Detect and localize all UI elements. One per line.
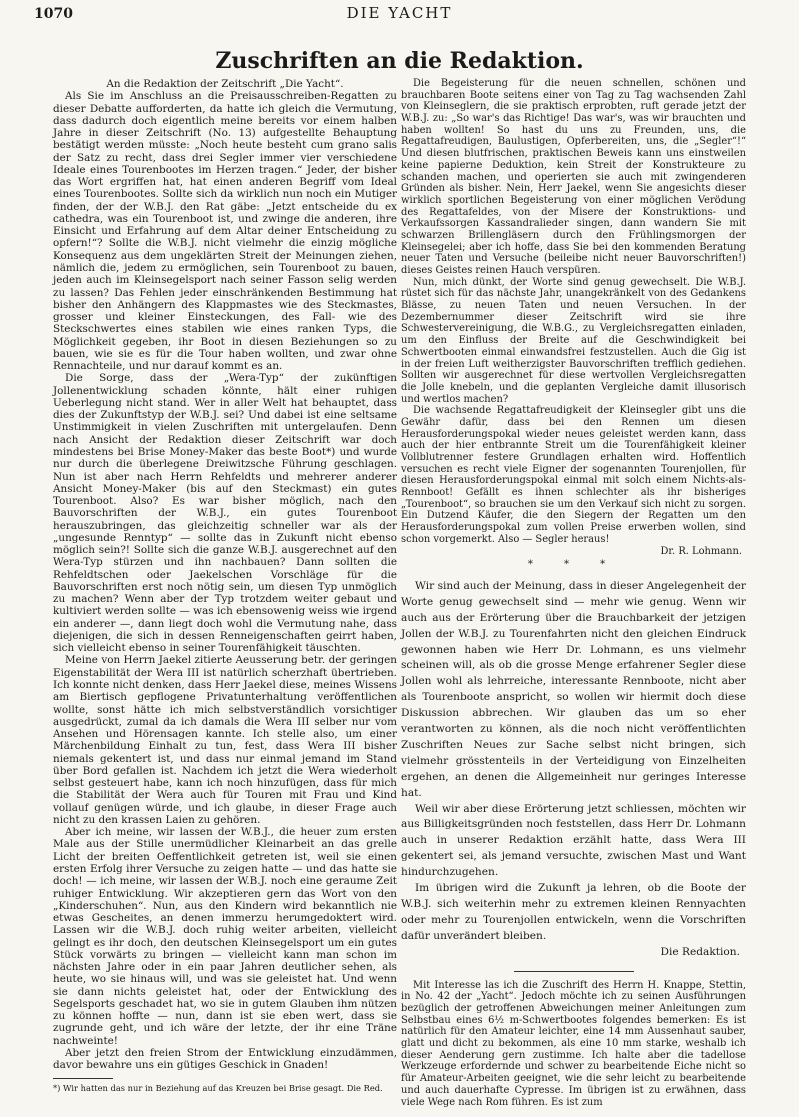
paragraph: Als Sie im Anschluss an die Preisausschreiben-Regatten zu dieser Debatte aufforderten, da hatte ich gleich die Vermutung, dass dadurch doch eigentlich meine bereits vor einem halben Jahre in dieser Zeitschrift (No. 13) aufgestellte Behauptung bestätigt werden müsste: „Noch heute besteht cum grano salis der Satz zu recht, dass drei Segler immer vier verschiedene Ideale eines Tourenbootes im Herzen tragen.“ Jeder, der bisher das Wort ergriffen hat, hat einen anderen Begriff vom Ideal eines Tourenbootes. Sollte sich da wirklich nun noch ein Mutiger finden, der der W.B.J. den Rat gäbe: „Jetzt entscheide du ex cathedra, was ein Tourenboot ist, und zwinge die anderen, ihre Einsicht und Erfahrung auf dem Altar deiner Entscheidung zu opfern!“? Sollte die W.B.J. nicht vielmehr die einzig mögliche Konsequenz aus dem ungeklärten Streit der Meinungen ziehen, nämlich die, jedem zu ermöglichen, sein Tourenboot zu bauen, jeden auch im Kleinsegelsport nach seiner Fasson selig werden zu lassen? Das Fehlen jeder einschränkenden Bestimmung hat bisher den Anhängern des Klappmastes wie des Steckmastes, grosser und kleiner Einsteckungen, des Fall- wie des Steckschwertes eines stabilen wie eines ranken Typs, die Möglichkeit gegeben, ihr Boot in diesen Beziehungen so zu bauen, wie sie es für die Tour haben wollten, und zwar ohne Rennachteile, und nur darauf kommt es an.: [53, 90, 397, 373]
paragraph: Mit Interesse las ich die Zuschrift des Herrn H. Knappe, Stettin, in No. 42 der „Yacht“. Jedoch möchte ich zu seinen Ausführungen bezüglich der getroffenen Abweichungen meiner Anleitungen zum Selbstbau eines 6½ m-Schwertbootes folgendes bemerken: Es ist natürlich für den Amateur leichter, eine 14 mm Aussenhaut sauber, glatt und dicht zu bekommen, als eine 10 mm starke, weshalb ich dieser Aenderung gern zustimme. Ich halte aber die tadellose Werkzeuge erfordernde und schwer zu bearbeitende Eiche nicht so für Amateur-Arbeiten geeignet, wie die sehr leicht zu bearbeitende und auch dauerhafte Cypresse. Im übrigen ist zu erwähnen, dass viele Wege nach Rom führen. Es ist zum: [401, 979, 746, 1108]
paragraph: Aber jetzt den freien Strom der Entwicklung einzudämmen, davor bewahre uns ein gütiges Geschick in Gnaden!: [53, 1046, 397, 1072]
journal-title: DIE YACHT: [346, 4, 453, 22]
article-title: Zuschriften an die Redaktion.: [215, 48, 584, 74]
salutation: An die Redaktion der Zeitschrift „Die Yacht“.: [106, 78, 344, 90]
reply-signature: Die Redaktion.: [660, 945, 740, 958]
footnote: *) Wir hatten das nur in Beziehung auf das Kreuzen bei Brise gesagt. Die Red.: [53, 1082, 383, 1093]
footnote-divider: [53, 1078, 113, 1079]
section-divider: [514, 971, 634, 972]
paragraph: Die wachsende Regattafreudigkeit der Kleinsegler gibt uns die Gewähr dafür, dass bei den Rennen um diesen Herausforderungspokal wieder neues geleistet werden kann, dass auch der hier entbrannte Streit um die Tourenfähigkeit kleiner Vollblutrenner festere Grundlagen erhalten wird. Hoffentlich versuchen es recht viele Eigner der sogenannten Tourenjollen, für diesen Herausforderungspokal einmal mit solch einem Nichts-als-Rennboot! Gefällt es ihnen schlechter als ihr bisheriges „Tourenboot“, so brauchen sie um den Verkauf sich nicht zu sorgen. Ein Dutzend Käufer, die den Siegern der Regatten um den Herausforderungspokal zum vollen Preise erwerben wollen, sind schon vorgemerkt. Also — Segler heraus!: [401, 405, 746, 545]
paragraph: Im übrigen wird die Zukunft ja lehren, ob die Boote der W.B.J. sich weiterhin mehr zu extremen kleinen Rennyachten oder mehr zu Tourenjollen entwickeln, wenn die Vorschriften dafür unverändert bleiben.: [401, 882, 746, 942]
paragraph: Nun, mich dünkt, der Worte sind genug gewechselt. Die W.B.J. rüstet sich für das nächste Jahr, unangekränkelt von des Gedankens Blässe, zu neuen Taten und neuen Versuchen. In der Dezembernummer dieser Zeitschrift wird sie ihre Schwestervereinigung, die W.B.G., zu Vergleichsregatten einladen, um den Einfluss der Breite auf die Geschwindigkeit bei Schwertbooten einmal einwandsfrei festzustellen. Auch die Gig ist in der freien Luft weitherzigster Bauvorschriften trefflich gediehen. Sollten wir ausgerechnet für diese wertvollen Vergleichsregatten die Jolle knebeln, und die geplanten Vergleiche damit illusorisch und wertlos machen?: [401, 276, 746, 405]
page-number: 1070: [34, 6, 73, 22]
paragraph: Die Sorge, dass der „Wera-Typ“ der zukünftigen Jollenentwicklung schaden könnte, hält einer ruhigen Ueberlegung nicht stand. Wer in aller Welt hat behauptet, dass dies der Zukunftstyp der W.B.J. sei? Und dabei ist eine seltsame Unstimmigkeit in vielen Zuschriften mit untergelaufen. Denn nach Ansicht der Redaktion dieser Zeitschrift war doch mindestens bei Brise Money-Maker das beste Boot*) und wurde nur durch die überlegene Dreiwitzsche Führung geschlagen. Nun ist aber nach Herrn Rehfeldts und mehrerer anderer Ansicht Money-Maker (bis auf den Steckmast) ein gutes Tourenboot. Also? Es war bisher möglich, nach den Bauvorschriften der W.B.J., ein gutes Tourenboot herauszubringen, das gleichzeitig schneller war als der „ungesunde Renntyp“ — sollte das in Zukunft nicht ebenso möglich sein?! Sollte sich die ganze W.B.J. ausgerechnet auf den Wera-Typ stürzen und ihn nachbauen? Dann sollten die Rehfeldtschen oder Jaekelschen Vorschläge für die Bauvorschriften erst noch nötig sein, um diesen Typ unmöglich zu machen? Wenn aber der Typ trotzdem weiter gebaut und kultiviert werden sollte — was ich ebensowenig weiss wie irgend ein anderer —, dann liegt doch wohl die Vermutung nahe, dass diejenigen, die sich in dessen Renneigenschaften geirrt haben, sich vielleicht ebenso in seiner Tourenfähigkeit täuschten.: [53, 372, 397, 655]
paragraph: Meine von Herrn Jaekel zitierte Aeusserung betr. der geringen Eigenstabilität der Wera III ist natürlich scherzhaft übertrieben. Ich konnte nicht denken, dass Herr Jaekel diese, meines Wissens am Biertisch gepflogene Privatunterhaltung veröffentlichen wollte, sonst hätte ich mich selbstverständlich vorsichtiger ausgedrückt, zumal da ich damals die Wera III selber nur vom Ansehen und Hörensagen kannte. Ich stelle also, um einer Märchenbildung Einhalt zu tun, fest, dass Wera III bisher niemals gekentert ist, und dass nur einmal jemand im Stand über Bord gefallen ist. Nachdem ich jetzt die Wera wiederholt selbst gesteuert habe, kann ich noch hinzufügen, dass für mich die Stabilität der Wera auch für Touren mit Frau und Kind vollauf genügen würde, und ich glaube, in dieser Frage auch nicht zu den krassen Laien zu gehören.: [53, 654, 397, 826]
paragraph: Wir sind auch der Meinung, dass in dieser Angelegenheit der Worte genug gewechselt sind — mehr wie genug. Wenn wir auch aus der Erörterung über die Brauchbarkeit der jetzigen Jollen der W.B.J. zu Tourenfahrten nicht den gleichen Eindruck gewonnen haben wie Herr Dr. Lohmann, es uns vielmehr scheinen will, als ob die grosse Menge erfahrener Segler diese Jollen wohl als lehrreiche, interessante Rennboote, nicht aber als Tourenboote anspricht, so wollen wir hiermit doch diese Diskussion abbrechen. Wir glauben das um so eher verantworten zu können, als die noch nicht veröffentlichten Zuschriften Neues zur Sache selbst nicht bringen, sich vielmehr grösstenteils in der Verteidigung von Einzelheiten ergehen, an denen die Allgemeinheit nur geringes Interesse hat.: [401, 579, 746, 799]
paragraph: Die Begeisterung für die neuen schnellen, schönen und brauchbaren Boote seitens einer von Tag zu Tag wachsenden Zahl von Kleinseglern, die sie praktisch erprobten, ruft gerade jetzt der W.B.J. zu: „So war's das Richtige! Das war's, was wir brauchten und haben wollten! So hast du uns zu Freunden, uns, die Regattafreudigen, Baulustigen, Opferbereiten, uns, die „Segler“!“ Und diesen blutfrischen, praktischen Beweis kann uns einstweilen keine papierne Deduktion, kein Streit der Konstrukteure zu schanden machen, und operierten sie auch mit zwingenderen Gründen als bisher. Nein, Herr Jaekel, wenn Sie angesichts dieser wirklich sportlichen Begeisterung von einer möglichen Verödung des Regattafeldes, von der Misere der Konstruktions- und Verkaufssorgen Kassandralieder singen, dann wandern Sie mit schwarzen Brillengläsern durch den Frühlingsmorgen der Kleinsegelei; aber ich hoffe, dass Sie bei den kommenden Beratung neuer Taten und Versuche (beileibe nicht neuer Bauvorschriften!) dieses Geistes reinen Hauch verspüren.: [401, 78, 746, 276]
right-column: [401, 78, 746, 1108]
section-separator: * * *: [527, 559, 620, 571]
paragraph: Weil wir aber diese Erörterung jetzt schliessen, möchten wir aus Billigkeitsgründen noch feststellen, dass Herr Dr. Lohmann auch in unserer Redaktion erzählt hatte, dass Wera III gekentert sei, als jemand versuchte, zwischen Mast und Want hindurchzugehen.: [401, 802, 746, 879]
left-column: [53, 78, 397, 1093]
editorial-reply: [401, 579, 746, 961]
paragraph: Aber ich meine, wir lassen der W.B.J., die heuer zum ersten Male aus der Stille unermüdlicher Kleinarbeit an das grelle Licht der breiten Oeffentlichkeit getreten ist, weil sie einen ersten Erfolg ihrer Versuche zu zeigen hatte — und das hatte sie doch! — ich meine, wir lassen der W.B.J. noch eine geraume Zeit ruhiger Entwicklung. Wir akzeptieren gern das Wort von den „Kinderschuhen“. Nun, aus den Kindern wird bekanntlich nie etwas Gescheites, an denen immerzu herumgedoktert wird. Lassen wir die W.B.J. doch ruhig weiter arbeiten, vielleicht gelingt es ihr doch, den deutschen Kleinsegelsport um ein gutes Stück vorwärts zu bringen — vielleicht kann man schon im nächsten Jahre oder in ein paar Jahren deutlicher sehen, als heute, wo sie hinaus will, und was sie geleistet hat. Und wenn sie dann nichts geleistet hat, oder der Entwicklung des Segelsports geschadet hat, wo sie in gutem Glauben ihm nützen zu können hoffte — nun, dann ist sie eben wert, dass sie zugrunde geht, und ich wäre der letzte, der ihr eine Träne nachweinte!: [53, 826, 397, 1047]
letter-signature: Dr. R. Lohmann.: [660, 545, 742, 557]
